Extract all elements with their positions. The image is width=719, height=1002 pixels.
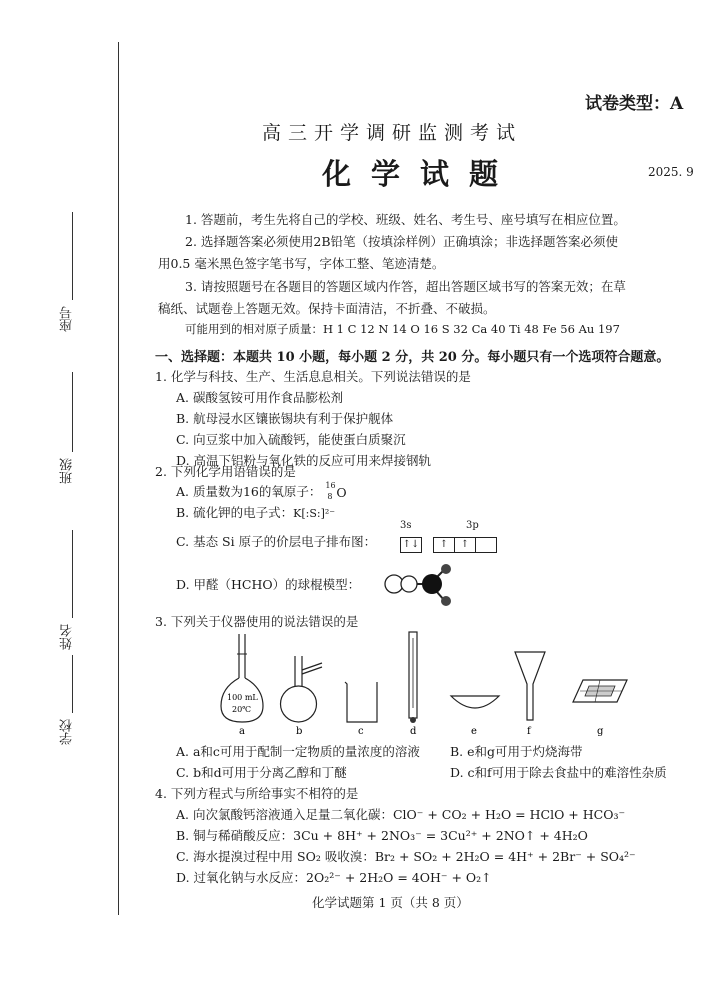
- q3-option-b: B. e和g可用于灼烧海带: [450, 744, 583, 759]
- q1-option-c: C. 向豆浆中加入硫酸钙，能使蛋白质聚沉: [176, 432, 406, 447]
- atomic-number: 8: [327, 491, 333, 501]
- q2-option-d: D. 甲醛（HCHO）的球棍模型：: [176, 577, 361, 592]
- orbital-3s-label: 3s: [400, 520, 412, 531]
- orbital-box-3p-1: ↑: [433, 537, 455, 553]
- q3-stem: 3. 下列关于仪器使用的说法错误的是: [155, 614, 359, 629]
- formaldehyde-model: [380, 562, 460, 608]
- class-label: 班级: [60, 458, 75, 484]
- q2-option-c: C. 基态 Si 原子的价层电子排布图：: [176, 534, 377, 549]
- label-a: a: [239, 726, 245, 736]
- hydrogen-atom-ball-1: [441, 564, 451, 574]
- orbital-3p-label: 3p: [466, 520, 479, 531]
- instruction-3: 3. 请按照题号在各题目的答题区域内作答，超出答题区域书写的答案无效；在草: [185, 279, 626, 294]
- distillation-flask: [281, 656, 323, 722]
- instruction-1: 1. 答题前，考生先将自己的学校、班级、姓名、考生号、座号填写在相应位置。: [185, 212, 626, 227]
- q3-option-a: A. a和c可用于配制一定物质的量浓度的溶液: [176, 744, 420, 759]
- name-blank: [72, 530, 73, 618]
- label-b: b: [296, 726, 303, 736]
- q2-option-b: [176, 503, 335, 521]
- q4-stem: 4. 下列方程式与所给事实不相符的是: [155, 786, 359, 801]
- class-field: [48, 372, 88, 512]
- carbon-atom-ball: [422, 574, 442, 594]
- instruction-3-cont: 稿纸、试题卷上答题无效。保持卡面清洁，不折叠、不破损。: [158, 301, 496, 316]
- oxygen-atom-ball-2: [401, 576, 417, 592]
- label-e: e: [471, 726, 477, 736]
- class-blank: [72, 372, 73, 452]
- exam-subtitle: 高三开学调研监测考试: [262, 122, 523, 144]
- evaporating-dish: [451, 696, 499, 708]
- label-c: c: [358, 726, 364, 736]
- seat-label: 座号: [60, 306, 75, 332]
- q2-option-a-text: A. 质量数为16的氧原子：: [176, 484, 322, 499]
- q4-option-d: D. 过氧化钠与水反应：2O₂²⁻ + 2H₂O = 4OH⁻ + O₂↑: [176, 870, 492, 885]
- exam-date: 2025. 9: [648, 165, 694, 179]
- school-label: 学校: [60, 719, 75, 745]
- seat-field: [48, 212, 88, 362]
- funnel: [515, 652, 545, 720]
- page-footer: 化学试题第 1 页（共 8 页）: [312, 895, 469, 910]
- q1-stem: 1. 化学与科技、生产、生活息息相关。下列说法错误的是: [155, 369, 471, 384]
- q1-option-a: A. 碳酸氢铵可用作食品膨松剂: [176, 390, 343, 405]
- q2-stem: 2. 下列化学用语错误的是: [155, 464, 296, 479]
- instruction-2: 2. 选择题答案必须使用2B铅笔（按填涂样例）正确填涂；非选择题答案必须使: [185, 234, 619, 249]
- q3-option-d: D. c和f可用于除去食盐中的难溶性杂质: [450, 765, 667, 780]
- q4-option-c: C. 海水提溴过程中用 SO₂ 吸收溴：Br₂ + SO₂ + 2H₂O = 4H⁺ + 2Br⁻ + SO₄²⁻: [176, 849, 636, 864]
- label-f: f: [527, 726, 531, 736]
- q1-option-b: B. 航母浸水区镶嵌锡块有利于保护舰体: [176, 411, 394, 426]
- orbital-box-3p-2: ↑: [454, 537, 476, 553]
- wire-gauze: [573, 680, 627, 702]
- page-title: 化学试题: [322, 157, 519, 191]
- q2-option-b-text: B. 硫化钾的电子式：: [176, 505, 294, 520]
- q4-option-a: A. 向次氯酸钙溶液通入足量二氧化碳：ClO⁻ + CO₂ + H₂O = HClO + HCO₃⁻: [176, 807, 626, 822]
- seat-blank: [72, 212, 73, 300]
- label-d: d: [410, 726, 417, 736]
- exam-type: 试卷类型：A: [585, 94, 684, 114]
- section-heading: 一、选择题：本题共 10 小题，每小题 2 分，共 20 分。每小题只有一个选项符合题意。: [155, 350, 670, 365]
- flask-volume-text: 100 mL: [227, 693, 258, 702]
- thermometer: [409, 632, 417, 723]
- hydrogen-atom-ball-2: [441, 596, 451, 606]
- school-field: [48, 655, 88, 755]
- q2-option-a: [176, 482, 351, 500]
- q3-option-c: C. b和d可用于分离乙醇和丁醚: [176, 765, 347, 780]
- name-label: 姓名: [60, 624, 75, 650]
- mass-number: 16: [325, 480, 336, 490]
- instruction-2-cont: 用0.5 毫米黑色签字笔书写，字体工整、笔迹清楚。: [158, 256, 445, 271]
- orbital-box-3s: ↑↓: [400, 537, 422, 553]
- apparatus-figure: [215, 628, 635, 736]
- school-blank: [72, 655, 73, 713]
- oxygen-atom-ball: [385, 575, 403, 593]
- atomic-masses: 可能用到的相对原子质量：H 1 C 12 N 14 O 16 S 32 Ca 40 Ti 48 Fe 56 Au 197: [185, 322, 620, 336]
- binding-line: [118, 42, 119, 915]
- electron-formula: K[:S:]²⁻: [293, 507, 336, 520]
- q4-option-b: B. 铜与稀硝酸反应：3Cu + 8H⁺ + 2NO₃⁻ = 3Cu²⁺ + 2NO↑ + 4H₂O: [176, 828, 588, 843]
- label-g: g: [597, 726, 604, 736]
- orbital-box-3p-3: [475, 537, 497, 553]
- volumetric-flask: [221, 634, 263, 722]
- flask-temp-text: 20℃: [232, 705, 252, 714]
- q1-option-d: D. 高温下铝粉与氧化铁的反应可用来焊接钢轨: [176, 453, 432, 468]
- nuclide-symbol: [325, 480, 351, 501]
- beaker: [345, 682, 377, 722]
- element-symbol: O: [336, 484, 347, 500]
- orbital-diagram: [400, 534, 496, 553]
